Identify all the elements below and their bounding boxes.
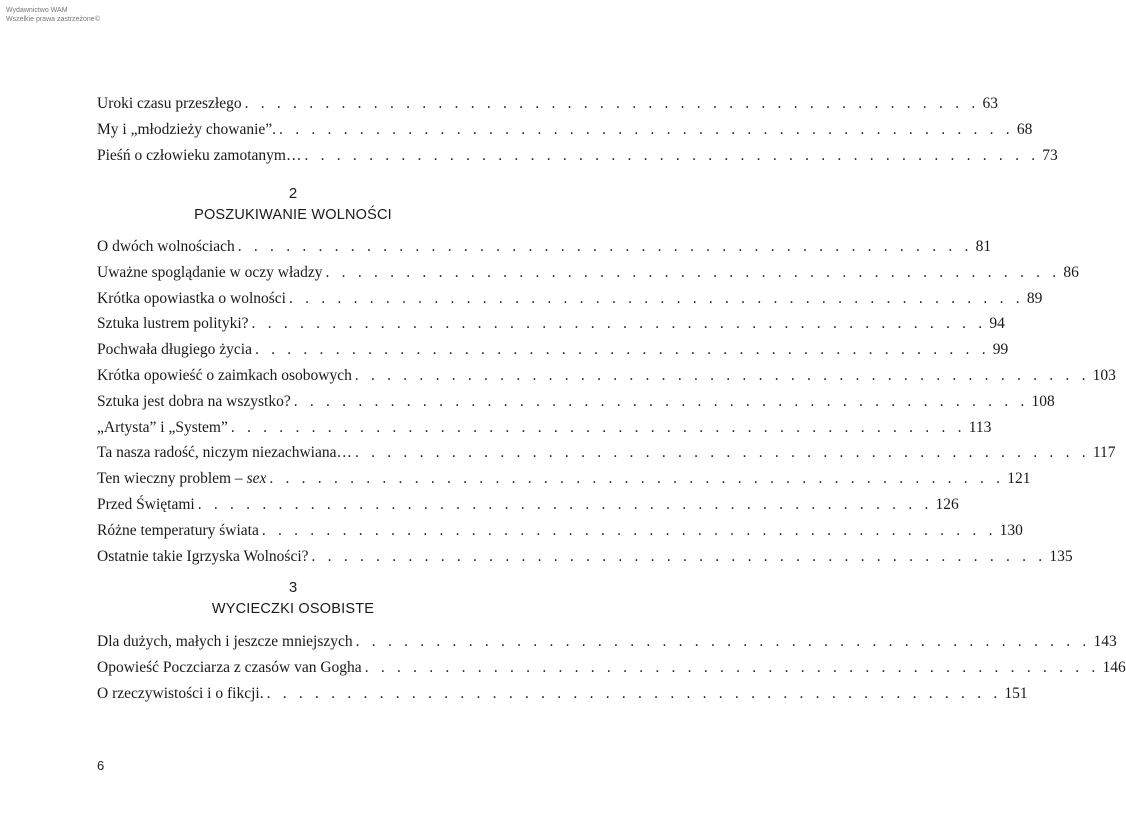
toc-entry-page: 146 bbox=[1102, 658, 1126, 676]
toc-entry[interactable] bbox=[97, 234, 992, 260]
section-number: 2 bbox=[288, 185, 298, 202]
toc-entry-title: Przed Świętami bbox=[97, 495, 195, 513]
toc-entry-page: 143 bbox=[1093, 633, 1117, 650]
toc-entry-title: Ostatnie takie Igrzyska Wolności? bbox=[97, 547, 309, 565]
toc-entry-title-main: Ten wieczny problem – bbox=[97, 470, 247, 488]
toc-entry-page: 73 bbox=[1042, 146, 1058, 164]
leader-dots: . . . . . . . . . . . . . . . . . . . . . . . . . . . . . . . . . . . . . . . . . . . . . . bbox=[354, 366, 1090, 384]
toc-entry-page: 126 bbox=[935, 495, 959, 513]
section-heading bbox=[97, 185, 489, 224]
watermark-publisher: Wydawnictwo WAM bbox=[6, 7, 68, 14]
toc-section-2 bbox=[97, 234, 1116, 569]
toc-entry-page: 151 bbox=[1004, 684, 1028, 702]
toc-entry-page: 89 bbox=[1026, 289, 1043, 307]
leader-dots: . . . . . . . . . . . . . . . . . . . . . . . . . . . . . . . . . . . . . . . . . . . . . . bbox=[325, 263, 1061, 281]
toc-entry[interactable] bbox=[97, 655, 1126, 681]
toc-entry-title: Sztuka jest dobra na wszystko? bbox=[97, 392, 291, 410]
toc-entry[interactable] bbox=[97, 440, 1116, 466]
toc-entry-title: Różne temperatury świata bbox=[97, 521, 259, 539]
leader-dots: . . . . . . . . . . . . . . . . . . . . . . . . . . . . . . . . . . . . . . . . . . . . . . bbox=[288, 289, 1024, 307]
toc-group-1 bbox=[97, 91, 1058, 168]
toc-entry-title: Ta nasza radość, niczym niezachwiana… bbox=[97, 444, 352, 462]
toc-entry[interactable] bbox=[97, 311, 1005, 337]
leader-dots: . . . . . . . . . . . . . . . . . . . . . . . . . . . . . . . . . . . . . . . . . . . . . . bbox=[261, 521, 997, 539]
toc-entry-title: My i „młodzieży chowanie”. bbox=[97, 120, 277, 138]
leader-dots: . . . . . . . . . . . . . . . . . . . . . . . . . . . . . . . . . . . . . . . . . . . . . . bbox=[311, 547, 1047, 565]
leader-dots: . . . . . . . . . . . . . . . . . . . . . . . . . . . . . . . . . . . . . . . . . . . . . . bbox=[266, 684, 1002, 702]
leader-dots: . . . . . . . . . . . . . . . . . . . . . . . . . . . . . . . . . . . . . . . . . . . . . . bbox=[269, 470, 1005, 488]
toc-entry-page: 103 bbox=[1092, 366, 1116, 384]
toc-entry[interactable] bbox=[97, 143, 1058, 169]
page-number: 6 bbox=[97, 758, 105, 773]
toc-entry-title: Dla dużych, małych i jeszcze mniejszych bbox=[97, 633, 353, 650]
toc-entry-page: 130 bbox=[999, 521, 1023, 539]
leader-dots: . . . . . . . . . . . . . . . . . . . . . . . . . . . . . . . . . . . . . . . . . . . . . . bbox=[197, 495, 933, 513]
leader-dots: . . . . . . . . . . . . . . . . . . . . . . . . . . . . . . . . . . . . . . . . . . . . . . bbox=[293, 392, 1029, 410]
toc-entry-title: „Artysta” i „System” bbox=[97, 418, 228, 436]
section-heading bbox=[97, 579, 489, 618]
toc-entry-title: Sztuka lustrem polityki? bbox=[97, 315, 249, 333]
section-number: 3 bbox=[288, 579, 298, 596]
leader-dots: . . . . . . . . . . . . . . . . . . . . . . . . . . . . . . . . . . . . . . . . . . . . . . bbox=[279, 120, 1014, 138]
toc-entry[interactable] bbox=[97, 681, 1028, 707]
toc-entry-title: Krótka opowiastka o wolności bbox=[97, 289, 286, 307]
toc-entry[interactable] bbox=[97, 518, 1023, 544]
toc-entry[interactable] bbox=[97, 337, 1009, 363]
toc-entry[interactable] bbox=[97, 544, 1073, 570]
watermark bbox=[6, 6, 100, 24]
leader-dots: . . . . . . . . . . . . . . . . . . . . . . . . . . . . . . . . . . . . . . . . . . . . . . bbox=[230, 418, 966, 436]
toc-entry-title: Uroki czasu przeszłego bbox=[97, 95, 242, 112]
leader-dots: . . . . . . . . . . . . . . . . . . . . . . . . . . . . . . . . . . . . . . . . . . . . . . bbox=[237, 238, 973, 255]
toc-entry[interactable] bbox=[97, 466, 1031, 492]
leader-dots: . . . . . . . . . . . . . . . . . . . . . . . . . . . . . . . . . . . . . . . . . . . . . . bbox=[364, 658, 1100, 676]
leader-dots: . . . . . . . . . . . . . . . . . . . . . . . . . . . . . . . . . . . . . . . . . . . . . . bbox=[355, 633, 1091, 650]
toc-entry[interactable] bbox=[97, 415, 992, 441]
toc-entry-page: 108 bbox=[1031, 392, 1055, 410]
toc-entry-title: Uważne spoglądanie w oczy władzy bbox=[97, 263, 323, 281]
toc-entry-page: 117 bbox=[1092, 444, 1116, 462]
toc-entry[interactable] bbox=[97, 389, 1055, 415]
toc-section-3 bbox=[97, 629, 1126, 706]
leader-dots: . . . . . . . . . . . . . . . . . . . . . . . . . . . . . . . . . . . . . . . . . . . . . . bbox=[254, 341, 990, 359]
section-title: WYCIECZKI OSOBISTE bbox=[211, 601, 375, 617]
toc-entry-page: 86 bbox=[1063, 263, 1079, 281]
toc-entry-page: 94 bbox=[989, 315, 1005, 333]
toc-entry-page: 81 bbox=[975, 238, 992, 255]
toc-entry[interactable] bbox=[97, 492, 959, 518]
toc-entry-title-italic: sex bbox=[246, 470, 267, 488]
watermark-rights: Wszelkie prawa zastrzeżone© bbox=[6, 16, 100, 23]
toc-entry-page: 113 bbox=[968, 418, 992, 436]
toc-entry-page: 121 bbox=[1007, 470, 1031, 488]
toc-entry-title: O rzeczywistości i o fikcji. bbox=[97, 684, 264, 702]
toc-entry-page: 68 bbox=[1016, 120, 1033, 138]
toc-entry-title: Opowieść Poczciarza z czasów van Gogha bbox=[97, 658, 362, 676]
toc-entry[interactable] bbox=[97, 363, 1116, 389]
leader-dots: . . . . . . . . . . . . . . . . . . . . . . . . . . . . . . . . . . . . . . . . . . . . . . bbox=[251, 315, 987, 333]
toc-entry-title: Pieśń o człowieku zamotanym… bbox=[97, 146, 302, 164]
toc-entry[interactable] bbox=[97, 629, 1117, 655]
toc-entry-title: Pochwała długiego życia bbox=[97, 341, 252, 359]
section-title: POSZUKIWANIE WOLNOŚCI bbox=[194, 207, 392, 223]
leader-dots: . . . . . . . . . . . . . . . . . . . . . . . . . . . . . . . . . . . . . . . . . . . . . . bbox=[354, 444, 1090, 462]
toc-entry[interactable] bbox=[97, 286, 1043, 312]
leader-dots: . . . . . . . . . . . . . . . . . . . . . . . . . . . . . . . . . . . . . . . . . . . . . . bbox=[304, 146, 1040, 164]
leader-dots: . . . . . . . . . . . . . . . . . . . . . . . . . . . . . . . . . . . . . . . . . . . . . . bbox=[244, 95, 980, 112]
toc-entry-title: Krótka opowieść o zaimkach osobowych bbox=[97, 366, 352, 384]
toc-entry[interactable] bbox=[97, 91, 998, 117]
toc-entry-title bbox=[97, 466, 266, 492]
toc-entry[interactable] bbox=[97, 260, 1079, 286]
toc-entry[interactable] bbox=[97, 117, 1033, 143]
toc-entry-page: 135 bbox=[1049, 547, 1073, 565]
toc-entry-title: O dwóch wolnościach bbox=[97, 238, 235, 255]
toc-entry-page: 63 bbox=[982, 95, 998, 112]
toc-entry-page: 99 bbox=[992, 341, 1009, 359]
